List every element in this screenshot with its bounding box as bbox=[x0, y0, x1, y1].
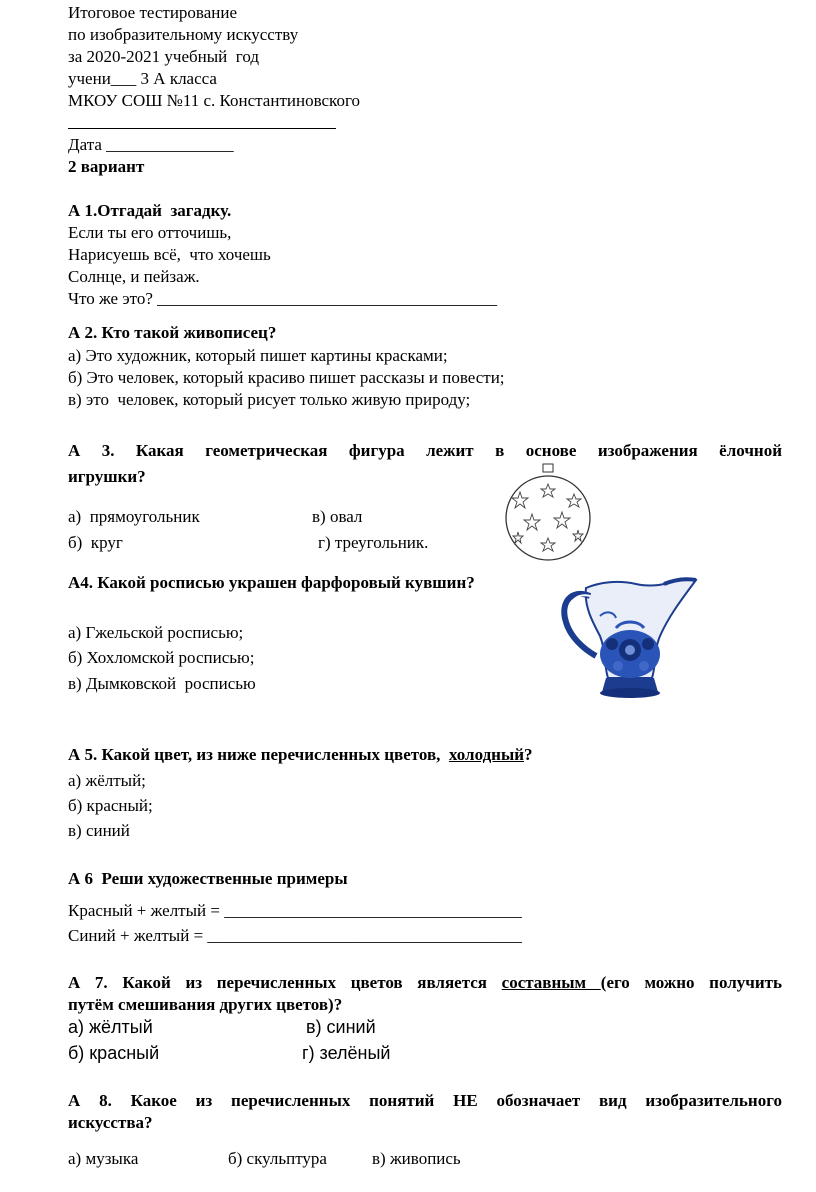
q7-option-b: б) красный bbox=[68, 1043, 160, 1063]
q7-title-line-1 bbox=[68, 972, 782, 994]
q7-title-text: А 7. Какой из перечисленных цветов является bbox=[68, 973, 502, 992]
q3-title-line-2: игрушки? bbox=[68, 467, 146, 486]
q1-line-2: Нарисуешь всё, что хочешь bbox=[68, 245, 271, 264]
q3-title-line-1: А 3. Какая геометрическая фигура лежит в основе изображения ёлочной bbox=[68, 441, 782, 460]
q5-title-text: А 5. Какой цвет, из ниже перечисленных цветов, bbox=[68, 745, 449, 764]
q7-option-c: в) синий bbox=[306, 1017, 376, 1037]
q4-option-c: в) Дымковской росписью bbox=[68, 674, 256, 693]
q7-option-a: а) жёлтый bbox=[68, 1017, 153, 1037]
q8-option-a: а) музыка bbox=[68, 1149, 139, 1168]
q4-option-a: а) Гжельской росписью; bbox=[68, 623, 244, 642]
q5-title-end: ? bbox=[524, 745, 533, 764]
q2-option-a: а) Это художник, который пишет картины красками; bbox=[68, 346, 448, 365]
q3-option-c: в) овал bbox=[312, 507, 363, 526]
q1-line-1: Если ты его отточишь, bbox=[68, 223, 232, 242]
q1-line-3: Солнце, и пейзаж. bbox=[68, 267, 200, 286]
q2-title: А 2. Кто такой живописец? bbox=[68, 323, 277, 342]
q4-title: А4. Какой росписью украшен фарфоровый кувшин? bbox=[68, 573, 475, 592]
q7-option-d: г) зелёный bbox=[302, 1043, 391, 1063]
q3-option-b: б) круг bbox=[68, 533, 123, 552]
q6-title: А 6 Реши художественные примеры bbox=[68, 869, 348, 888]
header-line-3: за 2020-2021 учебный год bbox=[68, 47, 259, 66]
q6-line-1: Красный + желтый = ___________________________________ bbox=[68, 901, 522, 920]
q7-title-line-2: путём смешивания других цветов)? bbox=[68, 995, 343, 1014]
q7-title-rest: (его можно получить bbox=[600, 973, 782, 992]
header-line-4: учени___ 3 А класса bbox=[68, 69, 217, 88]
q8-option-b: б) скульптура bbox=[228, 1149, 327, 1168]
q2-option-b: б) Это человек, который красиво пишет рассказы и повести; bbox=[68, 368, 505, 387]
q1-prompt: Что же это? ________________________________________ bbox=[68, 289, 498, 308]
variant-label: 2 вариант bbox=[68, 157, 145, 176]
q4-option-b: б) Хохломской росписью; bbox=[68, 648, 255, 667]
q5-title bbox=[68, 744, 533, 766]
q5-option-c: в) синий bbox=[68, 821, 130, 840]
q7-title-underlined: составным bbox=[501, 973, 601, 992]
q8-option-c: в) живопись bbox=[372, 1149, 461, 1168]
q3-option-a: а) прямоугольник bbox=[68, 507, 200, 526]
q6-line-2: Синий + желтый = _____________________________________ bbox=[68, 926, 522, 945]
header-line-5: МКОУ СОШ №11 с. Константиновского bbox=[68, 91, 360, 110]
q2-option-c: в) это человек, который рисует только живую природу; bbox=[68, 390, 471, 409]
q5-title-underlined: холодный bbox=[448, 745, 525, 764]
header-line-2: по изобразительному искусству bbox=[68, 25, 299, 44]
date-field: Дата _______________ bbox=[68, 135, 234, 154]
q5-option-b: б) красный; bbox=[68, 796, 153, 815]
header-line-1: Итоговое тестирование bbox=[68, 3, 238, 22]
name-underline bbox=[68, 128, 336, 129]
q1-title: А 1.Отгадай загадку. bbox=[68, 201, 232, 220]
gzhel-jug-image bbox=[556, 566, 706, 706]
q3-option-d: г) треугольник. bbox=[318, 533, 429, 552]
q8-title-line-2: искусства? bbox=[68, 1113, 153, 1132]
ornament-ball-icon bbox=[500, 462, 596, 564]
q5-option-a: а) жёлтый; bbox=[68, 771, 146, 790]
q8-title-line-1: А 8. Какое из перечисленных понятий НЕ обозначает вид изобразительного bbox=[68, 1091, 782, 1110]
